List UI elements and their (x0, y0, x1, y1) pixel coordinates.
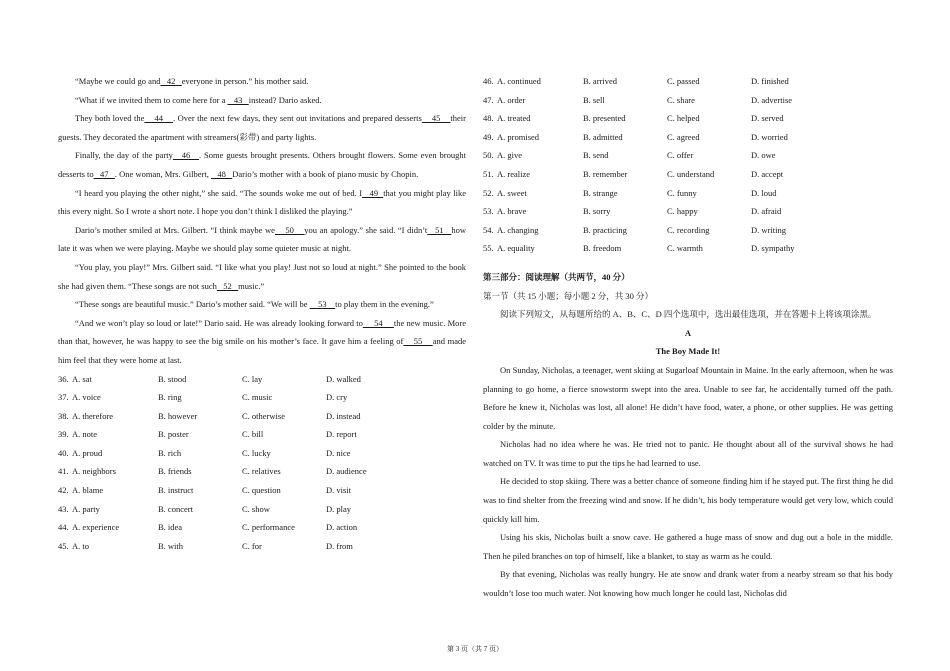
question-number: 48. (483, 113, 494, 124)
option-b: B. rich (158, 447, 182, 458)
option-a: A. changing (497, 224, 539, 235)
option-b: B. however (158, 410, 198, 421)
question-39 (58, 425, 466, 444)
passage-text: . Over the next few days, they sent out invitations and prepared desserts (173, 113, 422, 124)
cloze-passage (58, 72, 466, 370)
question-number: 37. (58, 392, 69, 403)
question-36 (58, 370, 466, 389)
option-d: D. afraid (751, 206, 782, 217)
passage-paragraph (58, 109, 466, 146)
option-b: B. friends (158, 466, 192, 477)
question-number: 47. (483, 94, 494, 105)
option-c: C. music (242, 392, 273, 403)
option-a: A. continued (497, 76, 541, 86)
blank: 53 (309, 299, 336, 310)
blank: 43 (227, 94, 249, 105)
passage-text: everyone in person.” his mother said. (181, 76, 309, 86)
passage-text: to play them in the evening.” (335, 299, 434, 310)
passage-paragraph (58, 146, 466, 183)
passage-text: “You play, you play!” Mrs. Gilbert said. “I like what you play! Just not so loud at night.” She pointed to the book she had given them. “These songs are not such (58, 261, 466, 291)
question-number: 55. (483, 243, 494, 254)
passage-text: Finally, the day of the party (75, 150, 173, 161)
blank: 51 (427, 224, 452, 235)
option-a: A. therefore (72, 410, 114, 421)
blank: 47 (93, 168, 115, 179)
option-c: C. happy (667, 206, 698, 217)
option-c: C. recording (667, 224, 710, 235)
option-a: A. note (72, 429, 98, 440)
reading-passage (483, 361, 893, 603)
option-b: B. concert (158, 503, 193, 514)
option-d: D. loud (751, 187, 777, 198)
question-number: 53. (483, 206, 494, 217)
passage-text: “I heard you playing the other night,” she said. “The sounds woke me out of bed. I (75, 187, 363, 198)
option-a: A. order (497, 94, 526, 105)
option-b: B. admitted (583, 131, 623, 142)
passage-text: “And we won’t play so loud or late!” Dario said. He was already looking forward to (75, 317, 363, 328)
passage-text: how late it was when we were playing. Maybe we should play some quieter music at night. (58, 224, 467, 254)
option-c: C. offer (667, 150, 694, 161)
question-48 (483, 109, 893, 128)
passage-paragraph (58, 258, 466, 295)
passage-paragraph (58, 72, 466, 91)
option-c: C. relatives (242, 466, 281, 477)
reading-instruction: 阅读下列短文，从每题所给的 A、B、C、D 四个选项中，选出最佳选项，并在答题卡上将该项涂黑。 (500, 309, 877, 320)
options-list-right (483, 72, 893, 258)
blank: 45 (421, 113, 451, 124)
option-c: C. understand (667, 168, 715, 179)
reading-paragraph: By that evening, Nicholas was really hungry. He ate snow and drank water from a nearby stream so that his body wouldn’t lose too much water. Not knowing how much longer he could last, Nicholas did (483, 569, 893, 599)
passage-text: “These songs are beautiful music.” Dario’s mother said. “We will be (75, 299, 310, 310)
option-b: B. with (158, 540, 184, 551)
reading-paragraph: Using his skis, Nicholas built a snow cave. He gathered a huge mass of snow and dug out a hole in the middle. Then he piled branches on top of himself, like a blanket, to stay as warm as he could. (483, 532, 893, 561)
option-d: D. cry (326, 392, 348, 403)
passage-paragraph (58, 221, 466, 258)
option-b: B. practicing (583, 224, 627, 235)
option-b: B. poster (158, 429, 189, 440)
passage-text: you an apology.” she said. “I didn’t (304, 224, 428, 235)
question-46 (483, 72, 893, 91)
option-c: C. show (242, 503, 270, 514)
option-a: A. party (72, 503, 100, 514)
option-b: B. instruct (158, 485, 194, 496)
option-d: D. report (326, 429, 357, 440)
option-b: B. freedom (583, 243, 622, 254)
option-a: A. to (72, 540, 89, 551)
blank: 52 (216, 280, 239, 291)
question-49 (483, 128, 893, 147)
option-d: D. worried (751, 131, 788, 142)
blank: 49 (362, 187, 384, 198)
section1-label: 第一节（共 15 小题；每小题 2 分，共 30 分） (483, 290, 654, 301)
option-a: A. promised (497, 131, 540, 142)
option-c: C. share (667, 94, 695, 105)
question-54 (483, 221, 893, 240)
option-c: C. performance (242, 522, 295, 533)
question-number: 46. (483, 76, 494, 86)
passage-text: . Some guests brought presents. Others brought flowers. Some even brought desserts to (58, 150, 467, 179)
option-d: D. audience (326, 466, 367, 477)
passage-text: Dario’s mother smiled at Mrs. Gilbert. “I think maybe we (75, 224, 275, 235)
question-51 (483, 165, 893, 184)
option-a: A. treated (497, 113, 531, 124)
passage-text: They both loved the (75, 113, 145, 124)
option-b: B. ring (158, 392, 182, 403)
option-c: C. question (242, 485, 281, 496)
option-d: D. finished (751, 76, 789, 86)
option-d: D. play (326, 503, 352, 514)
option-a: A. brave (497, 206, 527, 217)
option-d: D. sympathy (751, 243, 795, 254)
option-d: D. owe (751, 150, 776, 161)
option-c: C. funny (667, 187, 697, 198)
blank: 54 (362, 317, 394, 328)
passage-paragraph (58, 91, 466, 110)
option-d: D. instead (326, 410, 361, 421)
passage-text: their guests. They decorated the apartment with streamers(彩带) and party lights. (58, 113, 466, 142)
option-c: C. lucky (242, 447, 271, 458)
question-53 (483, 202, 893, 221)
option-b: B. arrived (583, 76, 617, 86)
option-a: A. experience (72, 522, 120, 533)
right-column (483, 72, 893, 603)
option-b: B. sell (583, 94, 605, 105)
passage-text: instead? Dario asked. (248, 94, 322, 105)
question-number: 52. (483, 187, 494, 198)
question-number: 40. (58, 447, 69, 458)
question-number: 39. (58, 429, 69, 440)
question-number: 44. (58, 522, 69, 533)
option-d: D. visit (326, 485, 352, 496)
blank: 46 (172, 150, 199, 161)
question-42 (58, 481, 466, 500)
part3-title: 第三部分：阅读理解（共两节，40 分） (483, 271, 630, 282)
left-column (58, 72, 466, 555)
option-d: D. nice (326, 447, 351, 458)
question-number: 50. (483, 150, 494, 161)
reading-paragraph: On Sunday, Nicholas, a teenager, went skiing at Sugarloaf Mountain in Maine. In the early afternoon, when he was planning to go home, a fierce snowstorm swept into the area. Unable to see far, he accidentally turned off the path. Before he knew it, Nicholas was lost, all alone! He didn’t have food, water, a phone, or other supplies. He was getting colder by the minute. (483, 364, 893, 431)
question-55 (483, 239, 893, 258)
option-a: A. equality (497, 243, 535, 254)
option-a: A. proud (72, 447, 103, 458)
option-a: A. blame (72, 485, 104, 496)
options-list-left (58, 370, 466, 556)
question-number: 36. (58, 373, 69, 384)
question-45 (58, 537, 466, 556)
question-number: 51. (483, 168, 494, 179)
passage-text: that you might play like this every night. So I wrote a short note. I hope you don’t think I disliked the playing.” (58, 187, 466, 217)
question-44 (58, 518, 466, 537)
option-c: C. agreed (667, 131, 700, 142)
option-b: B. idea (158, 522, 183, 533)
page-footer: 第 3 页（共 7 页） (447, 645, 503, 653)
option-a: A. sat (72, 373, 92, 384)
option-b: B. sorry (583, 206, 611, 217)
question-50 (483, 146, 893, 165)
question-38 (58, 407, 466, 426)
passage-letter: A (684, 327, 692, 338)
option-b: B. send (583, 150, 609, 161)
option-b: B. presented (583, 113, 626, 124)
reading-paragraph: He decided to stop skiing. There was a better chance of someone finding him if he stayed put. The first thing he did was to find shelter from the freezing wind and snow. If he didn’t, his body temperature would get very low, which could quickly kill him. (483, 476, 893, 524)
passage-paragraph (58, 314, 466, 370)
question-number: 43. (58, 503, 69, 514)
blank: 42 (160, 76, 182, 86)
reading-paragraph: Nicholas had no idea where he was. He tried not to panic. He thought about all of the survival shows he had watched on TV. It was time to put the tips he had learned to use. (483, 439, 893, 468)
blank: 55 (403, 336, 433, 347)
question-number: 49. (483, 131, 494, 142)
question-number: 54. (483, 224, 494, 235)
option-c: C. bill (242, 429, 264, 440)
option-a: A. give (497, 150, 523, 161)
option-d: D. from (326, 540, 353, 551)
question-52 (483, 184, 893, 203)
passage-heading: The Boy Made It! (655, 346, 721, 357)
option-d: D. accept (751, 168, 784, 179)
question-number: 45. (58, 540, 69, 551)
passage-text: the new music. More than that, however, he was happy to see the big smile on his mother’s face. It gave him a feeling of (58, 317, 467, 347)
option-d: D. advertise (751, 94, 793, 105)
option-c: C. passed (667, 76, 700, 86)
option-b: B. remember (583, 168, 628, 179)
option-a: A. voice (72, 392, 101, 403)
option-d: D. served (751, 113, 784, 124)
option-b: B. strange (583, 187, 618, 198)
passage-text: music.” (238, 280, 265, 291)
question-40 (58, 444, 466, 463)
question-number: 41. (58, 466, 69, 477)
passage-paragraph (58, 295, 466, 314)
option-d: D. walked (326, 373, 361, 384)
blank: 48 (211, 168, 233, 179)
option-c: C. helped (667, 113, 700, 124)
question-number: 42. (58, 485, 69, 496)
passage-text: “What if we invited them to come here for a (75, 94, 228, 105)
question-41 (58, 462, 466, 481)
blank: 44 (144, 113, 174, 124)
option-a: A. realize (497, 168, 531, 179)
option-a: A. sweet (497, 187, 527, 198)
option-a: A. neighbors (72, 466, 116, 477)
blank: 50 (274, 224, 305, 235)
passage-paragraph (58, 184, 466, 221)
option-c: C. for (242, 540, 262, 551)
question-47 (483, 91, 893, 110)
option-c: C. otherwise (242, 410, 285, 421)
option-c: C. warmth (667, 243, 703, 254)
option-b: B. stood (158, 373, 187, 384)
passage-text: “Maybe we could go and (75, 76, 161, 86)
passage-text: . One woman, Mrs. Gilbert, (114, 168, 211, 179)
option-d: D. writing (751, 224, 786, 235)
passage-text: and made him feel that they were home at last. (58, 336, 466, 365)
question-37 (58, 388, 466, 407)
option-c: C. lay (242, 373, 263, 384)
option-d: D. action (326, 522, 358, 533)
passage-text: Dario’s mother with a book of piano music by Chopin. (232, 168, 419, 179)
question-number: 38. (58, 410, 69, 421)
question-43 (58, 500, 466, 519)
